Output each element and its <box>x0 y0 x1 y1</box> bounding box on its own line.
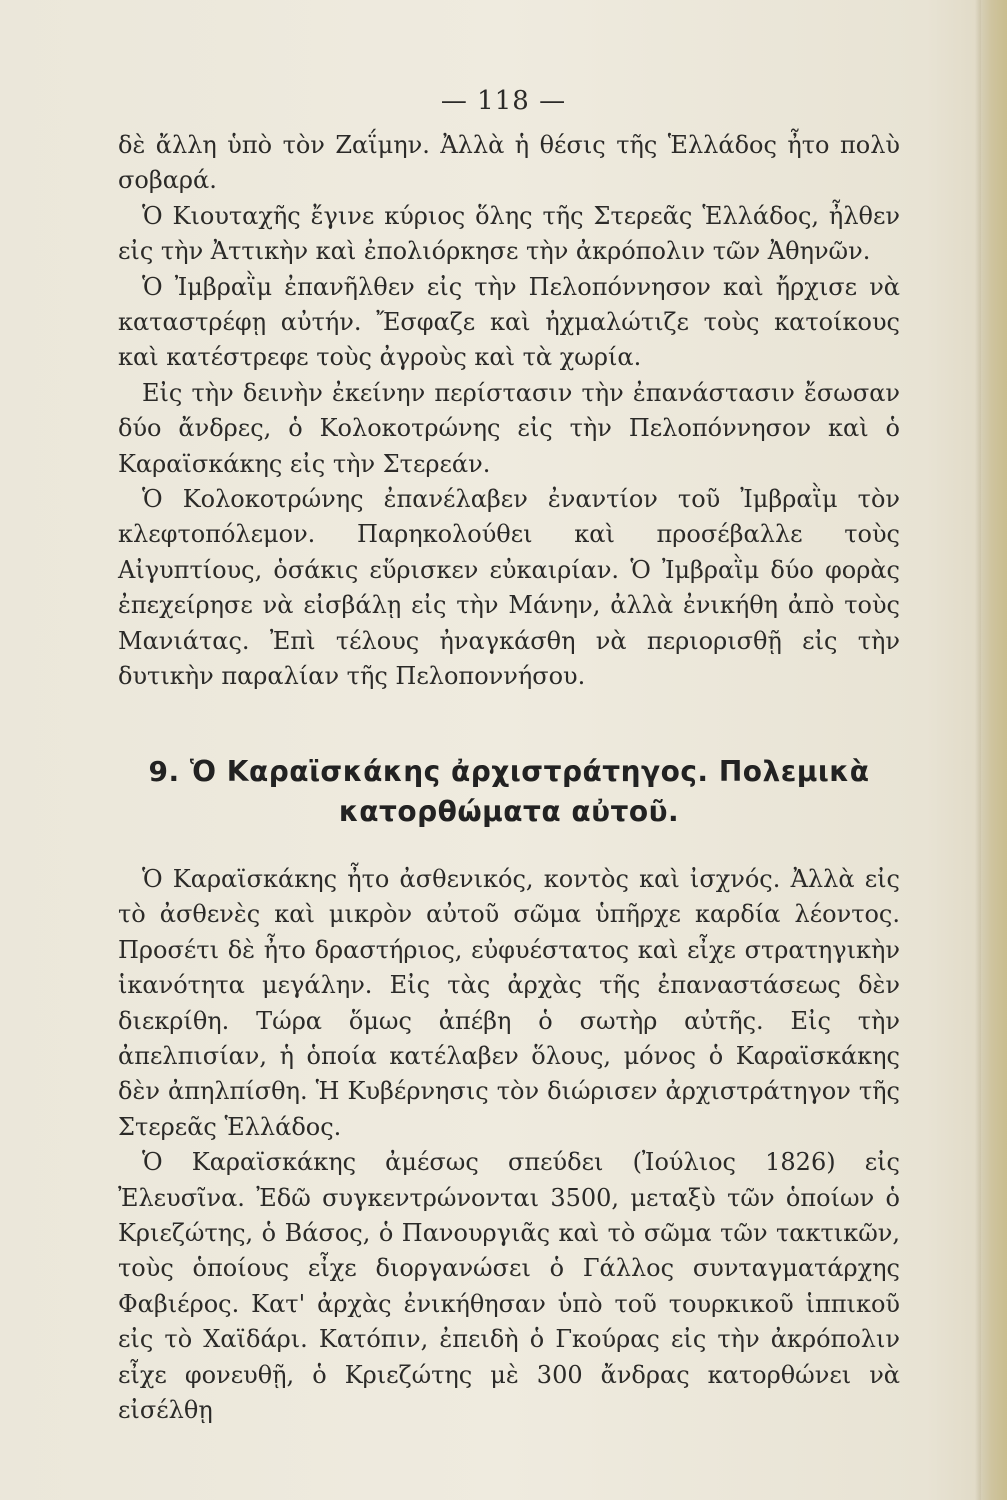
paragraph: Ὁ Καραϊσκάκης ἦτο ἀσθενικός, κοντὸς καὶ ἰσχνός. Ἀλλὰ εἰς τὸ ἀσθενὲς καὶ μικρὸν αὐτοῦ σῶμα ὑπῆρχε καρδία λέοντος. Προσέτι δὲ ἦτο δραστήριος, εὐφυέστατος καὶ εἶχε στρατηγικὴν ἱκανότητα μεγάλην. Εἰς τὰς ἀρχὰς τῆς ἐπαναστάσεως δὲν διεκρίθη. Τώρα ὅμως ἀπέβη ὁ σωτὴρ αὐτῆς. Εἰς τὴν ἀπελπισίαν, ἡ ὁποία κατέλαβεν ὅλους, μόνος ὁ Καραϊσκάκης δὲν ἀπηλπίσθη. Ἡ Κυβέρνησις τὸν διώρισεν ἀρχιστράτηγον τῆς Στερεᾶς Ἑλλάδος. <box>118 865 900 1141</box>
heading-line-2: κατορθώματα αὐτοῦ. <box>338 795 680 828</box>
page-number: — 118 — <box>440 86 567 116</box>
book-edge <box>981 0 1007 1500</box>
paragraph: Εἰς τὴν δεινὴν ἐκείνην περίστασιν τὴν ἐπανάστασιν ἔσωσαν δύο ἄνδρες, ὁ Κολοκοτρώνης εἰς τὴν Πελοπόννησον καὶ ὁ Καραϊσκάκης εἰς τὴν Στερεάν. <box>118 378 900 478</box>
paragraph: Ὁ Ἰμβραῒμ ἐπανῆλθεν εἰς τὴν Πελοπόννησον καὶ ἤρχισε νὰ καταστρέφῃ αὐτήν. Ἔσφαζε καὶ ἠχμαλώτιζε τοὺς κατοίκους καὶ κατέστρεφε τοὺς ἀγροὺς καὶ τὰ χωρία. <box>118 272 900 372</box>
paragraph: Ὁ Καραϊσκάκης ἀμέσως σπεύδει (Ἰούλιος 1826) εἰς Ἐλευσῖνα. Ἐδῶ συγκεντρώνονται 3500, μεταξὺ τῶν ὁποίων ὁ Κριεζώτης, ὁ Βάσος, ὁ Πανουργιᾶς καὶ τὸ σῶμα τῶν τακτικῶν, τοὺς ὁποίους εἶχε διοργανώσει ὁ Γάλλος συνταγματάρχης Φαβιέρος. Κατ' ἀρχὰς ἐνικήθησαν ὑπὸ τοῦ τουρκικοῦ ἱππικοῦ εἰς τὸ Χαϊδάρι. Κατόπιν, ἐπειδὴ ὁ Γκούρας εἰς τὴν ἀκρόπολιν εἶχε φονευθῇ, ὁ Κριεζώτης μὲ 300 ἄνδρας κατορθώνει νὰ εἰσέλθῃ <box>118 1148 900 1425</box>
paragraph: Ὁ Κιουταχῆς ἔγινε κύριος ὅλης τῆς Στερεᾶς Ἑλλάδος, ἦλθεν εἰς τὴν Ἀττικὴν καὶ ἐπολιόρκησε τὴν ἀκρόπολιν τῶν Ἀθηνῶν. <box>118 201 900 266</box>
section-text-1 <box>118 128 900 695</box>
heading-line-1: 9. Ὁ Καραϊσκάκης ἀρχιστράτηγος. Πολεμικὰ <box>148 755 870 788</box>
paragraph: δὲ ἄλλη ὑπὸ τὸν Ζαΐμην. Ἀλλὰ ἡ θέσις τῆς Ἑλλάδος ἦτο πολὺ σοβαρά. <box>118 131 900 195</box>
paragraph: Ὁ Κολοκοτρώνης ἐπανέλαβεν ἐναντίον τοῦ Ἰμβραῒμ τὸν κλεφτοπόλεμον. Παρηκολούθει καὶ προσέβαλλε τοὺς Αἰγυπτίους, ὁσάκις εὕρισκεν εὐκαιρίαν. Ὁ Ἰμβραῒμ δύο φορὰς ἐπεχείρησε νὰ εἰσβάλῃ εἰς τὴν Μάνην, ἀλλὰ ἐνικήθη ἀπὸ τοὺς Μανιάτας. Ἐπὶ τέλους ἠναγκάσθη νὰ περιορισθῇ εἰς τὴν δυτικὴν παραλίαν τῆς Πελοποννήσου. <box>118 485 900 691</box>
section-text-2 <box>118 862 900 1429</box>
section-heading <box>118 752 900 832</box>
